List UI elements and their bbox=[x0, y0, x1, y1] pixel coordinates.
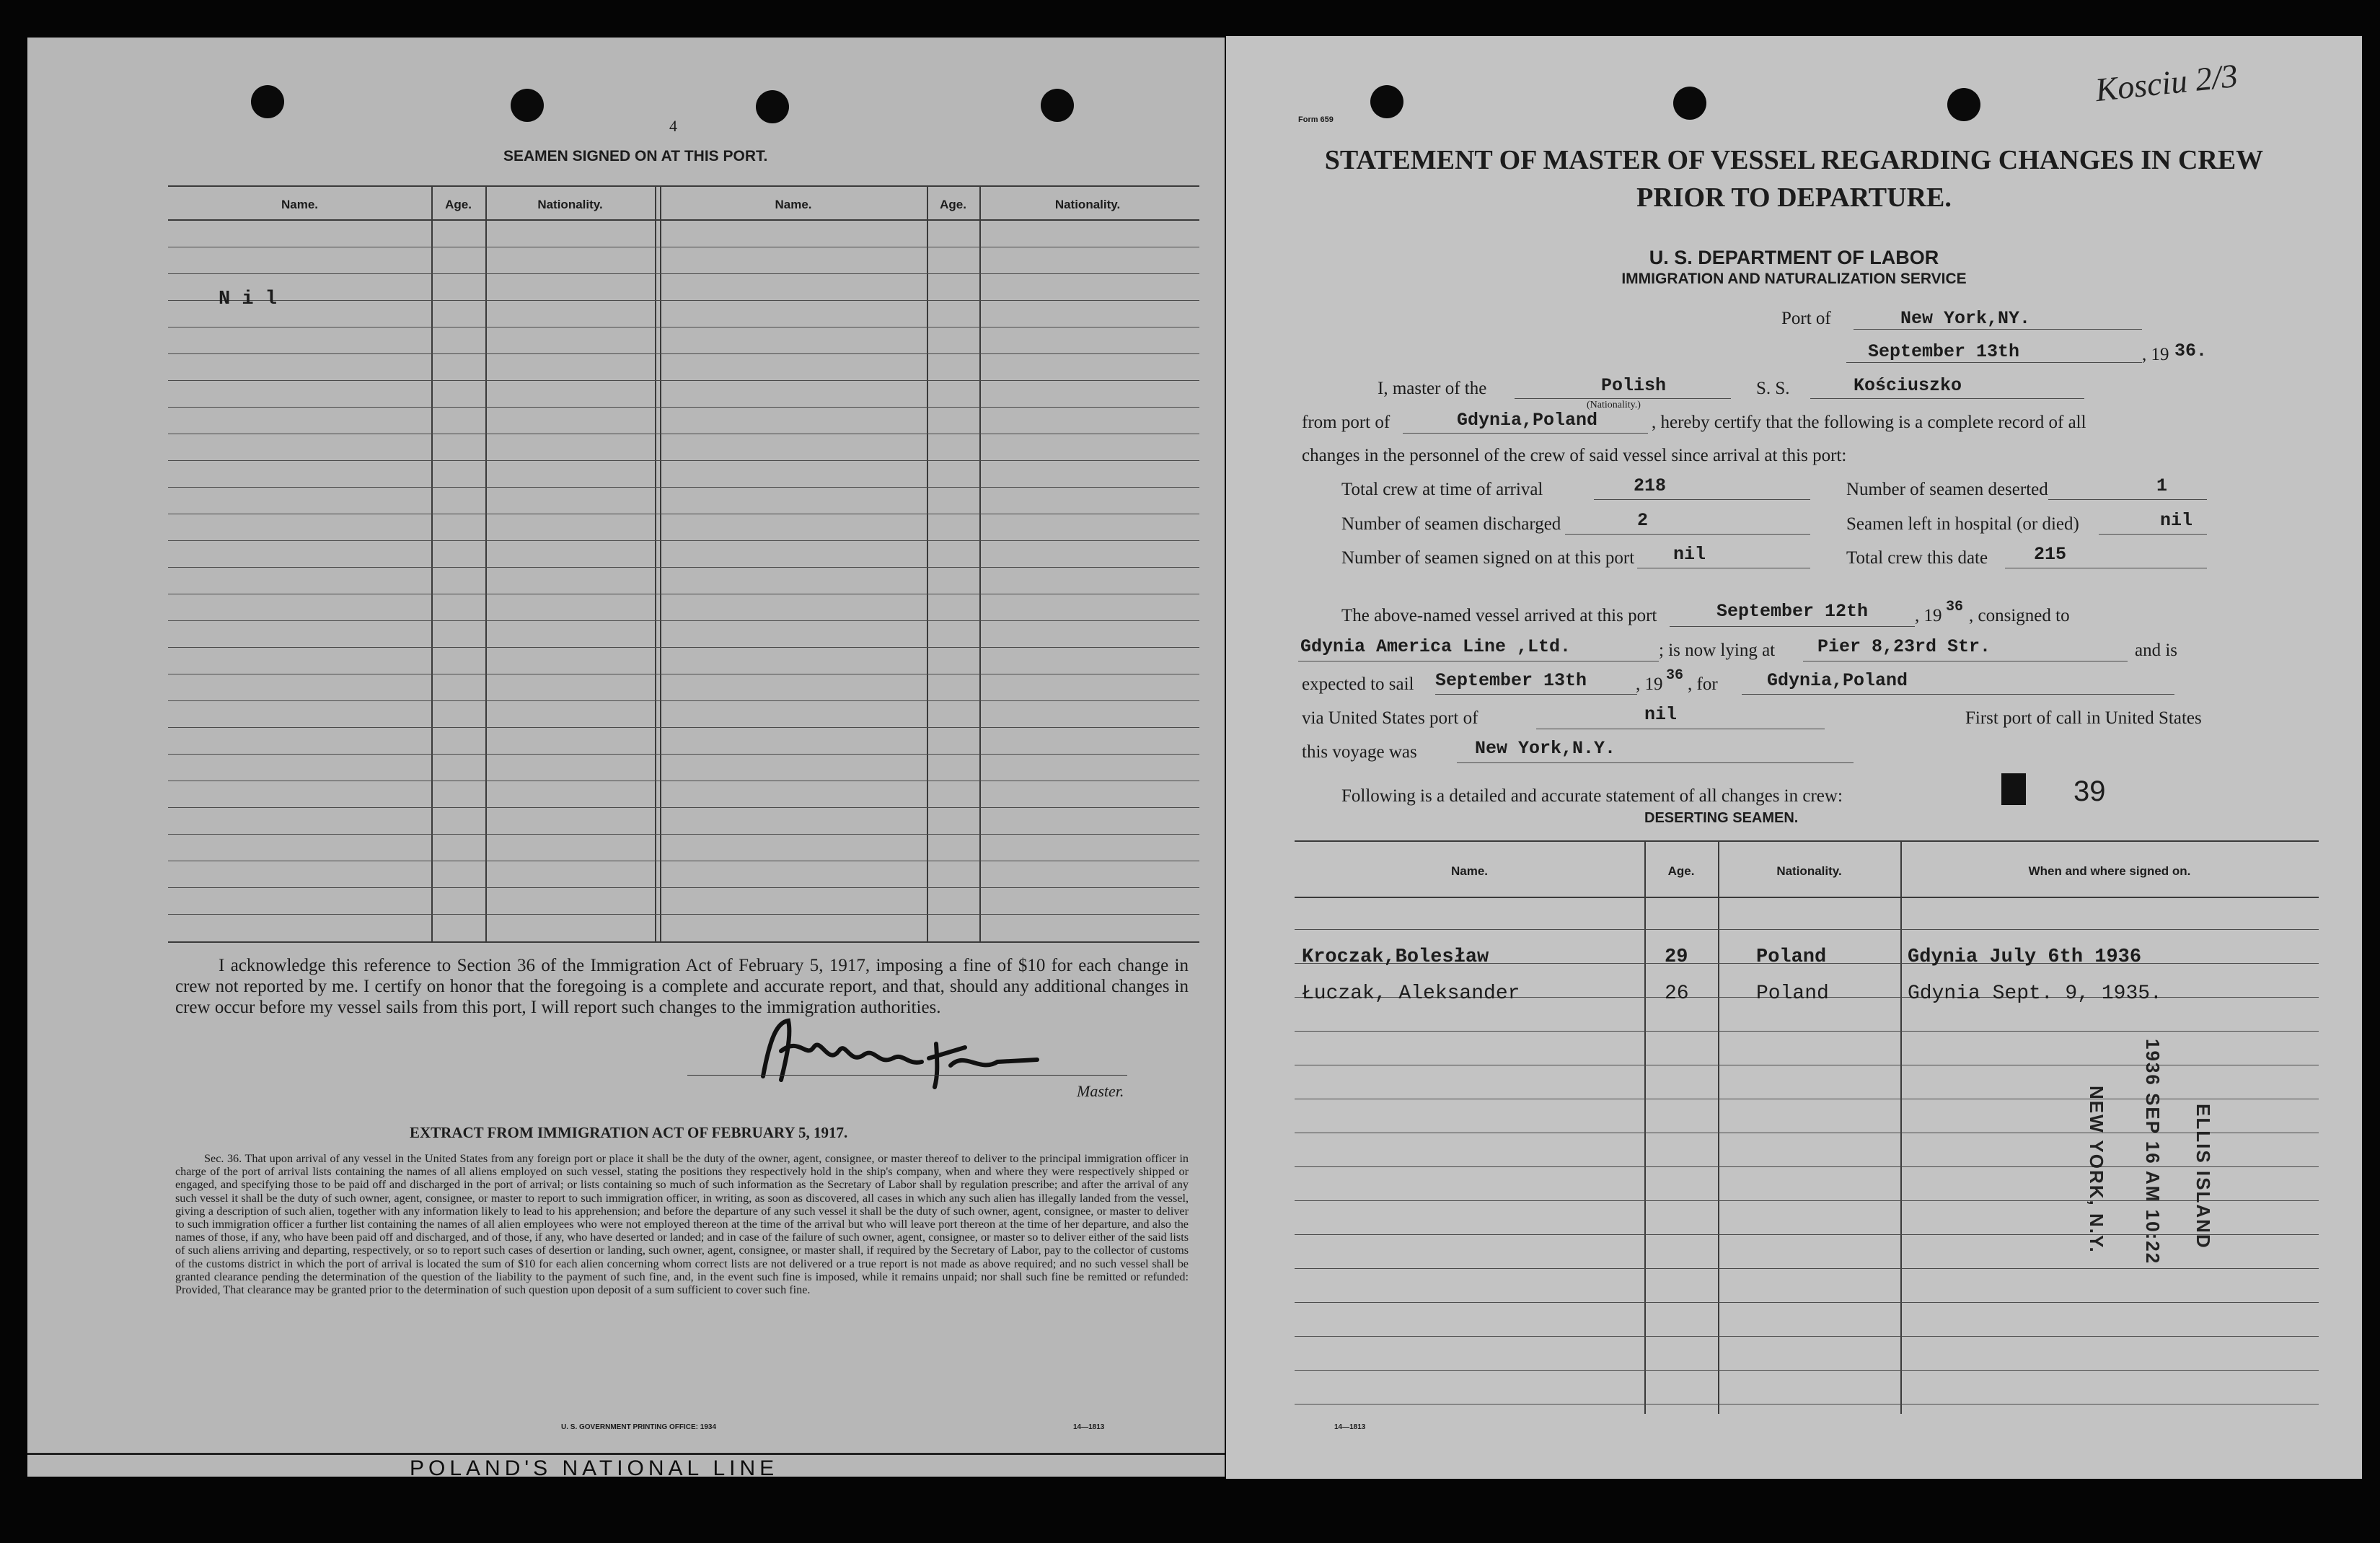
discharged-label: Number of seamen discharged bbox=[1341, 514, 1561, 534]
table-rule bbox=[168, 887, 1199, 888]
service: IMMIGRATION AND NATURALIZATION SERVICE bbox=[1621, 271, 1967, 287]
punch-hole-icon bbox=[1673, 87, 1706, 120]
table-rule bbox=[168, 273, 1199, 274]
arrived-year-prefix: , 19 bbox=[1915, 606, 1942, 625]
printing-office: U. S. GOVERNMENT PRINTING OFFICE: 1934 bbox=[561, 1423, 717, 1431]
table-rule bbox=[168, 487, 1199, 488]
table-rule bbox=[1295, 1234, 2319, 1235]
table-rule bbox=[1295, 1200, 2319, 1201]
nationality-caption: (Nationality.) bbox=[1587, 400, 1641, 410]
extract-title: EXTRACT FROM IMMIGRATION ACT OF FEBRUARY 5, 1917. bbox=[410, 1124, 848, 1141]
ship-name: Kościuszko bbox=[1854, 375, 1962, 396]
table-rule bbox=[168, 300, 1199, 301]
expected-label: expected to sail bbox=[1302, 674, 1414, 694]
stamp-date: 1936 SEP 16 AM 10:22 bbox=[2142, 1039, 2164, 1265]
table-rule bbox=[1295, 1031, 2319, 1032]
number-stamp: 39 bbox=[2073, 775, 2106, 807]
col-age: Age. bbox=[445, 198, 472, 211]
deserted-label: Number of seamen deserted bbox=[1846, 480, 2048, 499]
punch-hole-icon bbox=[1947, 88, 1980, 121]
col-nationality-2: Nationality. bbox=[1054, 198, 1121, 211]
table-rule bbox=[1295, 929, 2319, 930]
total-crew-date-label: Total crew this date bbox=[1846, 548, 1988, 568]
col-age-2: Age. bbox=[940, 198, 966, 211]
form-title-line2: PRIOR TO DEPARTURE. bbox=[1636, 183, 1952, 213]
deserted-value: 1 bbox=[2156, 475, 2168, 496]
master-signature bbox=[749, 1008, 1059, 1094]
table-rule bbox=[168, 807, 1199, 808]
following-text: Following is a detailed and accurate statement of all changes in crew: bbox=[1341, 786, 1843, 806]
punch-hole-icon bbox=[251, 85, 284, 118]
from-port-label: from port of bbox=[1302, 413, 1390, 432]
total-crew-arrival-value: 218 bbox=[1634, 475, 1667, 496]
master-of-the-label: I, master of the bbox=[1378, 379, 1487, 398]
row-nationality: Poland bbox=[1756, 982, 1829, 1005]
col-nationality: Nationality. bbox=[537, 198, 603, 211]
col-name: Name. bbox=[281, 198, 319, 211]
table-rule bbox=[168, 407, 1199, 408]
row-signed: Gdynia July 6th 1936 bbox=[1908, 946, 2142, 968]
table-rule bbox=[168, 754, 1199, 755]
via-value: nil bbox=[1644, 704, 1678, 725]
acknowledgment-text: I acknowledge this reference to Section 36 of the Immigration Act of February 5, 1917, imposing a fine of $10 for each change in crew not reported by me. I certify on honor that the foregoing is a complete and accurate report, and that, should any additional changes in crew occur before my vessel sails from this port, I will report such changes to the immigration authorities. bbox=[175, 956, 1189, 1017]
consignee: Gdynia America Line ,Ltd. bbox=[1300, 636, 1572, 657]
discharged-value: 2 bbox=[1637, 510, 1649, 531]
date-value: September 13th bbox=[1868, 341, 2020, 362]
changes-text: changes in the personnel of the crew of said vessel since arrival at this port: bbox=[1302, 446, 1847, 465]
voyage-value: New York,N.Y. bbox=[1475, 738, 1616, 759]
voyage-label: this voyage was bbox=[1302, 742, 1417, 762]
table-rule bbox=[168, 834, 1199, 835]
sail-year-prefix: , 19 bbox=[1636, 674, 1663, 694]
nil-entry: N i l bbox=[219, 289, 278, 310]
row-name: Łuczak, Aleksander bbox=[1302, 982, 1520, 1005]
pier-value: Pier 8,23rd Str. bbox=[1817, 636, 1991, 657]
row-age: 29 bbox=[1665, 946, 1688, 968]
first-port-label: First port of call in United States bbox=[1965, 708, 2202, 728]
extract-text: Sec. 36. That upon arrival of any vessel in the United States from any foreign port or place it shall be the duty of the owner, agent, consignee, or master thereof to deliver to the principal immigration officer in charge of the port of arrival lists containing the names of all aliens employed on such vessel, stating the positions they respectively hold in the ship's company, when and where they were respectively shipped or engaged, and specifying those to be paid off and discharged in the port of arrival; or lists containing so much of such information as the Secretary of Labor shall by regulation prescribe; and after the arrival of any such vessel it shall be the duty of such owner, agent, consignee, or master to report to such immigration officer, in writing, as soon as discovered, all cases in which any such alien has illegally landed from the vessel, giving a description of such alien, together with any information likely to lead to his apprehension; and before the departure of any such vessel it shall be the duty of such owner, agent, consignee, or master to deliver to such immigration officer a further list containing the names of all alien employees who were not employed thereon at the time of the arrival but who will leave port thereon at the time of her departure, and also the names of those, if any, who have been paid off and discharged, and of those, if any, who have deserted or landed; and in case of the failure of such owner, agent, consignee, or master so to deliver either of the said lists of such aliens arriving and departing, respectively, or so to report such cases of desertion or landing, such owner, agent, consignee, or master shall, if required by the Secretary of Labor, pay to the collector of customs of the customs district in which the port of arrival is located the sum of $10 for each alien concerning whom correct lists are not delivered or a true report is not made as above required; and no such vessel shall be granted clearance pending the determination of the question of the liability to the payment of such fine, and, in the event such fine is imposed, while it remains unpaid; nor shall such fine be remitted or refunded: Provided, That clearance may be granted prior to the determination of such question upon deposit of a sum sufficient to cover such fine. bbox=[175, 1152, 1189, 1297]
form-code-left: 14—1813 bbox=[1073, 1423, 1105, 1431]
destination: Gdynia,Poland bbox=[1767, 670, 1908, 691]
table-rule bbox=[168, 540, 1199, 541]
table-rule bbox=[1295, 1370, 2319, 1371]
hospital-label: Seamen left in hospital (or died) bbox=[1846, 514, 2079, 534]
table-rule bbox=[1295, 1302, 2319, 1303]
col-age: Age. bbox=[1667, 864, 1695, 878]
right-page bbox=[1226, 36, 2362, 1479]
sail-date: September 13th bbox=[1435, 670, 1587, 691]
col-signed-on: When and where signed on. bbox=[2028, 864, 2191, 878]
table-rule bbox=[168, 567, 1199, 568]
deserting-title: DESERTING SEAMEN. bbox=[1644, 810, 1799, 826]
left-page bbox=[27, 38, 1225, 1480]
for-label: , for bbox=[1688, 674, 1718, 694]
punch-hole-icon bbox=[511, 89, 544, 122]
corner-handwriting: Kosciu 2/3 bbox=[2093, 56, 2240, 109]
form-code-right: 14—1813 bbox=[1334, 1423, 1366, 1431]
arrived-label: The above-named vessel arrived at this port bbox=[1341, 606, 1657, 625]
table-rule bbox=[168, 727, 1199, 728]
from-port-value: Gdynia,Poland bbox=[1457, 410, 1598, 431]
table-rule bbox=[168, 700, 1199, 701]
ink-blot bbox=[2001, 773, 2026, 805]
year-prefix: , 19 bbox=[2142, 345, 2169, 364]
table-rule bbox=[168, 353, 1199, 354]
punch-hole-icon bbox=[1370, 85, 1403, 118]
department: U. S. DEPARTMENT OF LABOR bbox=[1649, 247, 1939, 268]
master-label: Master. bbox=[1077, 1082, 1124, 1100]
row-nationality: Poland bbox=[1756, 946, 1827, 968]
form-title-line1: STATEMENT OF MASTER OF VESSEL REGARDING CHANGES IN CREW bbox=[1324, 145, 2264, 175]
row-signed: Gdynia Sept. 9, 1935. bbox=[1908, 982, 2162, 1005]
certify-text: , hereby certify that the following is a complete record of all bbox=[1652, 413, 2086, 432]
port-label: Port of bbox=[1781, 309, 1831, 328]
table-rule bbox=[168, 460, 1199, 461]
nationality-value: Polish bbox=[1601, 375, 1667, 396]
consigned-label: , consigned to bbox=[1969, 606, 2070, 625]
stamp-ellis-island: ELLIS ISLAND bbox=[2192, 1104, 2214, 1249]
sail-year: 36 bbox=[1666, 667, 1684, 684]
arrived-year: 36 bbox=[1946, 599, 1964, 615]
ss-label: S. S. bbox=[1756, 379, 1790, 398]
total-crew-arrival-label: Total crew at time of arrival bbox=[1341, 480, 1543, 499]
table-rule bbox=[1295, 1336, 2319, 1337]
via-label: via United States port of bbox=[1302, 708, 1478, 728]
table-rule bbox=[168, 647, 1199, 648]
page-number: 4 bbox=[669, 117, 677, 135]
col-nationality: Nationality. bbox=[1776, 864, 1842, 878]
and-is-label: and is bbox=[2135, 641, 2178, 660]
port-value: New York,NY. bbox=[1900, 308, 2031, 329]
table-rule bbox=[168, 620, 1199, 621]
arrived-value: September 12th bbox=[1716, 601, 1869, 622]
col-name: Name. bbox=[1450, 864, 1489, 878]
seamen-signed-title: SEAMEN SIGNED ON AT THIS PORT. bbox=[503, 148, 768, 164]
row-name: Kroczak,Bolesław bbox=[1302, 946, 1489, 968]
table-rule bbox=[1295, 1166, 2319, 1167]
stamp-new-york: NEW YORK, N.Y. bbox=[2086, 1086, 2107, 1254]
footer-banner: POLAND'S NATIONAL LINE bbox=[410, 1456, 779, 1480]
total-crew-date-value: 215 bbox=[2034, 544, 2067, 565]
col-name-2: Name. bbox=[775, 198, 812, 211]
hospital-value: nil bbox=[2160, 510, 2193, 531]
table-rule bbox=[1295, 1268, 2319, 1269]
punch-hole-icon bbox=[756, 90, 789, 123]
table-rule bbox=[168, 914, 1199, 915]
table-rule bbox=[168, 380, 1199, 381]
year-value: 36. bbox=[2174, 340, 2208, 361]
punch-hole-icon bbox=[1041, 89, 1074, 122]
form-number: Form 659 bbox=[1298, 115, 1334, 124]
signed-on-value: nil bbox=[1673, 544, 1706, 565]
row-age: 26 bbox=[1665, 982, 1689, 1005]
lying-label: ; is now lying at bbox=[1659, 641, 1776, 660]
signed-on-label: Number of seamen signed on at this port bbox=[1341, 548, 1635, 568]
